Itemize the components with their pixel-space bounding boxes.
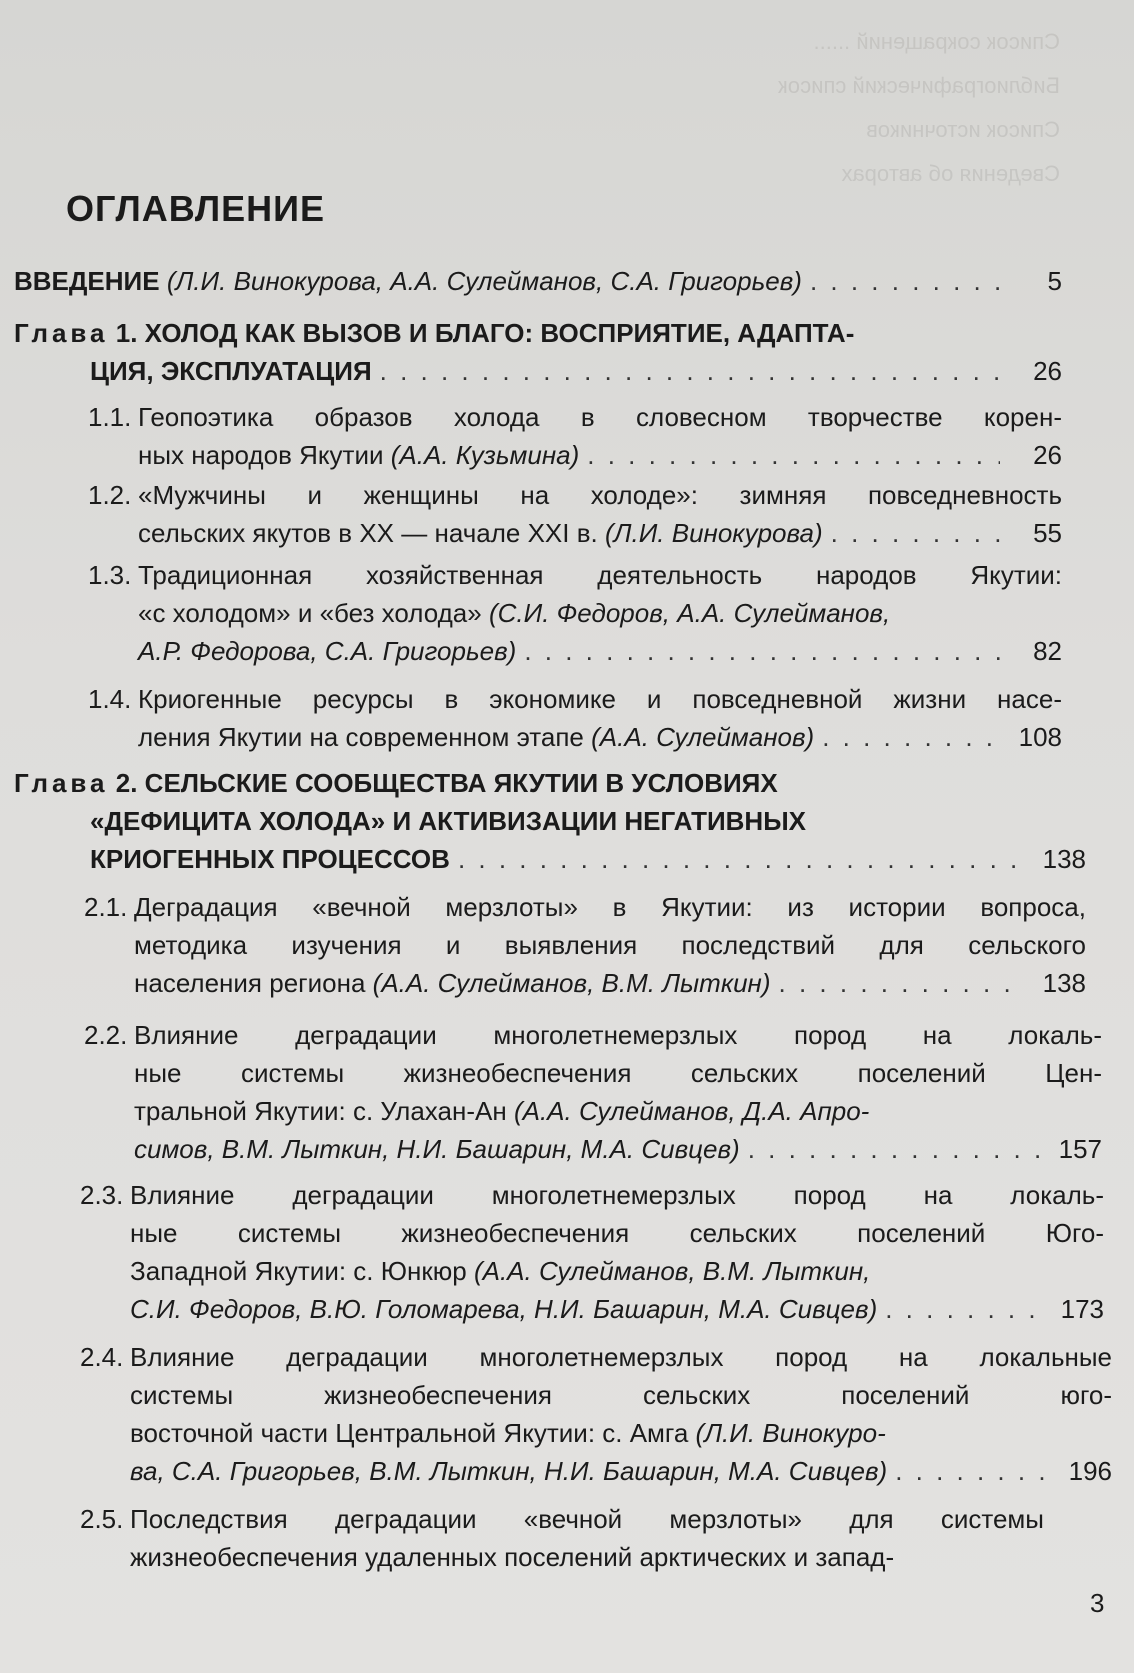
toc-entry-chapter-2[interactable] <box>14 764 1086 878</box>
section-authors: С.И. Федоров, В.Ю. Голомарева, Н.И. Башарин, М.А. Сивцев) <box>130 1294 878 1324</box>
section-number: 1.3. <box>88 560 132 590</box>
section-number: 1.2. <box>88 480 132 510</box>
leader-dots <box>380 352 1000 390</box>
section-title-line: Влияние деградации многолетнемерзлых пород на локаль- <box>134 1020 1102 1050</box>
section-title-line: ные системы жизнеобеспечения сельских поселений Юго- <box>130 1218 1104 1248</box>
bleed-line: Список сокращений ...... <box>813 29 1060 54</box>
bleed-line: Сведения об авторах <box>841 161 1060 186</box>
section-authors: (Л.И. Винокуро- <box>695 1418 886 1448</box>
leader-dots <box>822 718 1000 756</box>
bleed-line: Библиографический список <box>778 73 1060 98</box>
section-authors: (А.А. Сулейманов, В.М. Лыткин, <box>473 1256 871 1286</box>
leader-dots <box>748 1130 1040 1168</box>
section-authors: (Л.И. Винокурова) <box>604 518 823 548</box>
section-title-line: Западной Якутии: с. Юнкюр <box>130 1256 467 1286</box>
section-title-line: ные системы жизнеобеспечения сельских поселений Цен- <box>134 1058 1102 1088</box>
toc-entry-section-1-1[interactable] <box>88 398 1062 474</box>
toc-entry-section-2-5[interactable] <box>80 1500 1044 1576</box>
toc-entry-section-1-4[interactable] <box>88 680 1062 756</box>
section-number: 1.4. <box>88 684 132 714</box>
page-number: 157 <box>1058 1134 1102 1164</box>
page-number: 5 <box>1047 266 1062 296</box>
section-authors: ва, С.А. Григорьев, В.М. Лыткин, Н.И. Башарин, М.А. Сивцев) <box>130 1456 888 1486</box>
section-number: 2.3. <box>80 1180 124 1210</box>
intro-authors: (Л.И. Винокурова, А.А. Сулейманов, С.А. Григорьев) <box>166 266 802 296</box>
bleed-through-text <box>540 20 1060 240</box>
section-number: 2.2. <box>84 1020 128 1050</box>
chapter-prefix: Глава <box>14 318 109 348</box>
section-title-line: сельских якутов в XX — начале XXI в. <box>138 518 598 548</box>
section-number: 2.1. <box>84 892 128 922</box>
page-number: 173 <box>1060 1294 1104 1324</box>
chapter-title-line: ЦИЯ, ЭКСПЛУАТАЦИЯ <box>90 356 372 386</box>
section-title-line: тральной Якутии: с. Улахан-Ан <box>134 1096 507 1126</box>
page-number: 55 <box>1033 518 1062 548</box>
section-title-line: Последствия деградации «вечной мерзлоты» для системы <box>130 1504 1044 1534</box>
bleed-line: Список источников <box>866 117 1060 142</box>
section-number: 1.1. <box>88 402 132 432</box>
section-number: 2.5. <box>80 1504 124 1534</box>
leader-dots <box>810 262 1000 300</box>
page-number: 138 <box>1042 844 1086 874</box>
toc-entry-section-2-2[interactable] <box>84 1016 1102 1168</box>
section-title-line: жизнеобеспечения удаленных поселений арктических и запад- <box>130 1542 895 1572</box>
section-authors: (А.А. Сулейманов) <box>591 722 815 752</box>
section-authors: (А.А. Кузьмина) <box>390 440 580 470</box>
chapter-title-line: 1. ХОЛОД КАК ВЫЗОВ И БЛАГО: ВОСПРИЯТИЕ, АДАПТА- <box>115 318 855 348</box>
section-title-line: «с холодом» и «без холода» <box>138 598 482 628</box>
chapter-title-line: «ДЕФИЦИТА ХОЛОДА» И АКТИВИЗАЦИИ НЕГАТИВНЫХ <box>90 806 806 836</box>
section-title-line: Геопоэтика образов холода в словесном творчестве корен- <box>138 402 1062 432</box>
leader-dots <box>895 1452 1050 1490</box>
intro-label: ВВЕДЕНИЕ <box>14 266 160 296</box>
toc-entry-section-2-3[interactable] <box>80 1176 1104 1328</box>
section-number: 2.4. <box>80 1342 124 1372</box>
leader-dots <box>524 632 1000 670</box>
section-authors: (А.А. Сулейманов, В.М. Лыткин) <box>372 968 771 998</box>
chapter-title-line: КРИОГЕННЫХ ПРОЦЕССОВ <box>90 844 450 874</box>
chapter-prefix: Глава <box>14 768 109 798</box>
section-title-line: системы жизнеобеспечения сельских поселений юго- <box>130 1380 1112 1410</box>
toc-entry-chapter-1[interactable] <box>14 314 1062 390</box>
toc-entry-section-2-4[interactable] <box>80 1338 1112 1490</box>
section-title-line: Криогенные ресурсы в экономике и повседневной жизни насе- <box>138 684 1062 714</box>
toc-title: ОГЛАВЛЕНИЕ <box>66 188 326 229</box>
leader-dots <box>831 514 1000 552</box>
chapter-title-line: 2. СЕЛЬСКИЕ СООБЩЕСТВА ЯКУТИИ В УСЛОВИЯХ <box>115 768 778 798</box>
page-number: 196 <box>1068 1456 1112 1486</box>
toc-entry-intro[interactable] <box>14 262 1062 300</box>
page-number: 138 <box>1042 968 1086 998</box>
page-number: 108 <box>1018 722 1062 752</box>
section-authors: А.Р. Федорова, С.А. Григорьев) <box>138 636 517 666</box>
toc-entry-section-2-1[interactable] <box>84 888 1086 1002</box>
section-title-line: методика изучения и выявления последствий для сельского <box>134 930 1086 960</box>
section-title-line: населения региона <box>134 968 366 998</box>
section-title-line: ных народов Якутии <box>138 440 384 470</box>
leader-dots <box>885 1290 1042 1328</box>
page-number: 26 <box>1033 440 1062 470</box>
page-number: 26 <box>1033 356 1062 386</box>
section-authors: (А.А. Сулейманов, Д.А. Апро- <box>513 1096 870 1126</box>
section-title-line: Влияние деградации многолетнемерзлых пород на локаль- <box>130 1180 1104 1210</box>
leader-dots <box>779 964 1024 1002</box>
section-title-line: ления Якутии на современном этапе <box>138 722 584 752</box>
section-title-line: «Мужчины и женщины на холоде»: зимняя повседневность <box>138 480 1062 510</box>
leader-dots <box>587 436 1000 474</box>
toc-entry-section-1-2[interactable] <box>88 476 1062 552</box>
leader-dots <box>458 840 1024 878</box>
section-authors: симов, В.М. Лыткин, Н.И. Башарин, М.А. Сивцев) <box>134 1134 740 1164</box>
toc-entry-section-1-3[interactable] <box>88 556 1062 670</box>
section-title-line: Деградация «вечной мерзлоты» в Якутии: из истории вопроса, <box>134 892 1086 922</box>
section-title-line: восточной части Центральной Якутии: с. Амга <box>130 1418 689 1448</box>
section-title-line: Традиционная хозяйственная деятельность народов Якутии: <box>138 560 1062 590</box>
page-folio-number: 3 <box>1090 1588 1105 1618</box>
section-title-line: Влияние деградации многолетнемерзлых пород на локальные <box>130 1342 1112 1372</box>
section-authors: (С.И. Федоров, А.А. Сулейманов, <box>488 598 891 628</box>
page-number: 82 <box>1033 636 1062 666</box>
